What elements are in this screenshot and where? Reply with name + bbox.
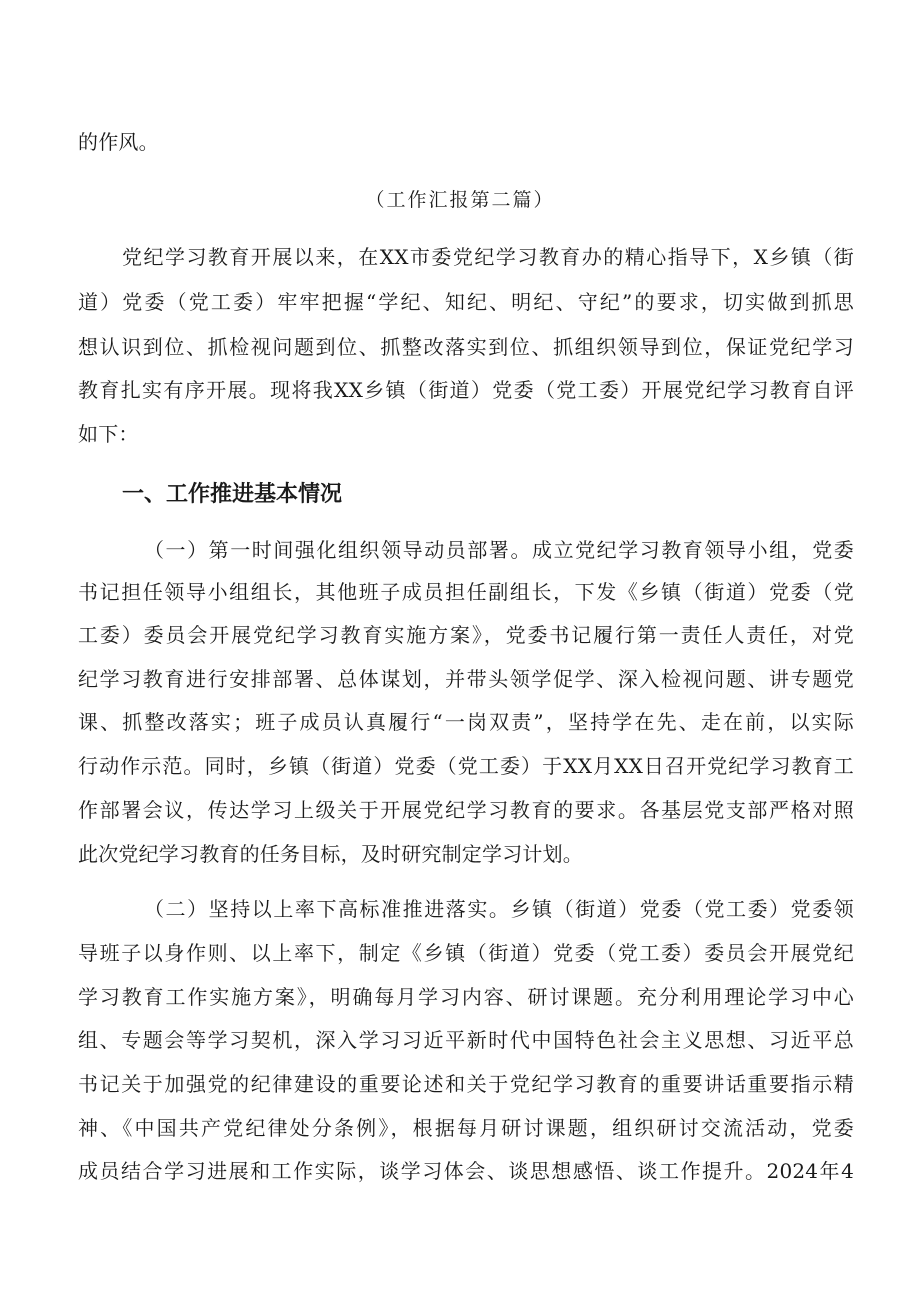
- paragraph-line: 党纪学习教育开展以来，在XX市委党纪学习教育办的精心指导下，X乡镇（街: [122, 245, 854, 269]
- paragraph-line: 作部署会议，传达学习上级关于开展党纪学习教育的要求。各基层党支部严格对照: [78, 798, 854, 822]
- paragraph-line: （一）第一时间强化组织领导动员部署。成立党纪学习教育领导小组，党委: [144, 538, 854, 562]
- paragraph-line: 书记担任领导小组组长，其他班子成员担任副组长，下发《乡镇（街道）党委（党: [78, 580, 854, 604]
- paragraph-line: 组、专题会等学习契机，深入学习习近平新时代中国特色社会主义思想、习近平总: [78, 1028, 854, 1052]
- paragraph-line: 神、《中国共产党纪律处分条例》，根据每月研讨课题，组织研讨交流活动，党委: [78, 1116, 854, 1140]
- paragraph-line: 学习教育工作实施方案》，明确每月学习内容、研讨课题。充分利用理论学习中心: [78, 985, 854, 1009]
- paragraph-line: 如下：: [78, 422, 139, 446]
- paragraph-line: （二）坚持以上率下高标准推进落实。乡镇（街道）党委（党工委）党委领: [144, 897, 854, 921]
- paragraph-line: 行动作示范。同时，乡镇（街道）党委（党工委）于XX月XX日召开党纪学习教育工: [78, 754, 854, 778]
- section-title: （工作汇报第二篇）: [365, 189, 555, 211]
- paragraph-line: 此次党纪学习教育的任务目标，及时研究制定学习计划。: [78, 842, 583, 866]
- paragraph-line: 课、抓整改落实；班子成员认真履行“一岗双责”，坚持学在先、走在前，以实际: [78, 710, 854, 734]
- intro-fragment: 的作风。: [78, 130, 159, 154]
- paragraph-line: 想认识到位、抓检视问题到位、抓整改落实到位、抓组织领导到位，保证党纪学习: [78, 335, 854, 359]
- paragraph-line: 教育扎实有序开展。现将我XX乡镇（街道）党委（党工委）开展党纪学习教育自评: [78, 378, 854, 402]
- paragraph-line: 道）党委（党工委）牢牢把握“学纪、知纪、明纪、守纪”的要求，切实做到抓思: [78, 290, 854, 314]
- paragraph-line: 工委）委员会开展党纪学习教育实施方案》，党委书记履行第一责任人责任，对党: [78, 623, 854, 647]
- paragraph-line: 书记关于加强党的纪律建设的重要论述和关于党纪学习教育的重要讲话重要指示精: [78, 1072, 854, 1096]
- section-heading: 一、工作推进基本情况: [122, 482, 343, 507]
- paragraph-line: 成员结合学习进展和工作实际，谈学习体会、谈思想感悟、谈工作提升。2024年4: [78, 1159, 854, 1183]
- paragraph-line: 导班子以身作则、以上率下，制定《乡镇（街道）党委（党工委）委员会开展党纪: [78, 941, 854, 965]
- paragraph-line: 纪学习教育进行安排部署、总体谋划，并带头领学促学、深入检视问题、讲专题党: [78, 667, 854, 691]
